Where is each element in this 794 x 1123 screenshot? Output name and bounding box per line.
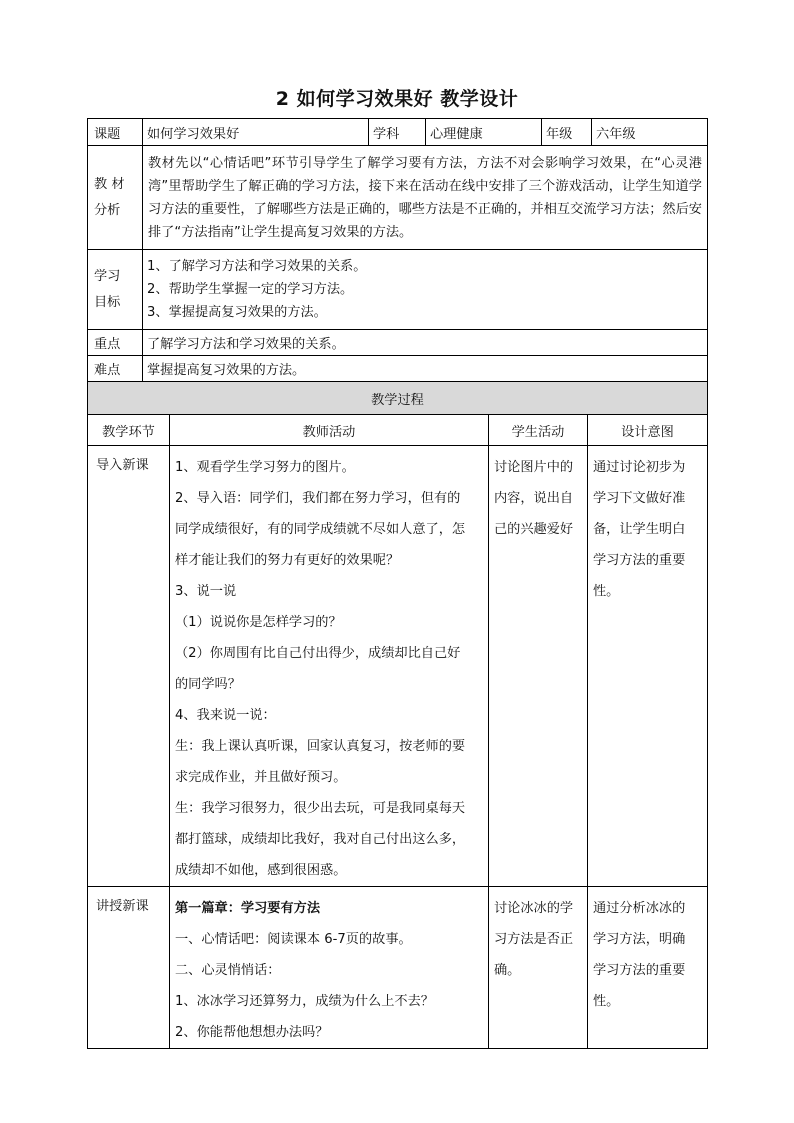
goal-item: 1、了解学习方法和学习效果的关系。 [147,259,367,274]
analysis-text: 教材先以“心情话吧”环节引导学生了解学习要有方法，方法不对会影响学习效果，在“心灵港湾”里帮助学生了解正确的学习方法，接下来在活动在线中安排了三个游戏活动，让学生知道学习方法的重要性，了解哪些方法是正确的，哪些方法是不正确的，并相互交流学习方法；然后安排了“方法指南”让学生提高复习效果的方法。 [143,146,708,250]
intent-line: 通过讨论初步为 [593,460,686,475]
analysis-row [88,146,708,250]
teacher-line: 二、心灵悄悄话： [175,963,281,978]
goal-item: 3、掌握提高复习效果的方法。 [147,305,327,320]
chapter-heading: 第一篇章：学习要有方法 [175,901,321,916]
topic-value: 如何学习效果好 [143,119,369,146]
document-title: 2 如何学习效果好 教学设计 [275,88,519,110]
key-point-label: 重点 [88,330,143,356]
goals-label-line: 学习 [94,268,121,284]
teacher-line: 3、说一说 [175,584,237,599]
intro-teacher-activity [170,446,489,887]
teacher-line: （2）你周围有比自己付出得少，成绩却比自己好 [175,646,461,661]
intro-stage-label: 导入新课 [88,446,170,887]
lesson-info-table [87,118,708,382]
teacher-line: 成绩却不如他，感到很困惑。 [175,863,347,878]
goals-row [88,250,708,330]
topic-row [88,119,708,146]
difficulty-row [88,356,708,382]
col-header-stage: 教学环节 [88,415,170,446]
intent-line: 学习方法的重要 [593,963,686,978]
student-line: 习方法是否正 [494,932,574,947]
teaching-process-table [87,381,708,1049]
intent-line: 备，让学生明白 [593,522,686,537]
col-header-teacher: 教师活动 [170,415,489,446]
teacher-line: 同学成绩很好，有的同学成绩就不尽如人意了，怎 [175,522,466,537]
student-line: 确。 [494,963,521,978]
teacher-line: 一、心情话吧：阅读课本 6-7页的故事。 [175,932,412,947]
teacher-line: 生：我学习很努力，很少出去玩，可是我同桌每天 [175,801,466,816]
key-point-value: 了解学习方法和学习效果的关系。 [143,330,708,356]
student-line: 内容，说出自 [494,491,574,506]
analysis-label-line: 分析 [94,202,121,218]
intro-student-activity [489,446,588,887]
grade-value: 六年级 [592,119,708,146]
student-line: 己的兴趣爱好 [494,522,574,537]
teacher-line: 2、导入语：同学们，我们都在努力学习，但有的 [175,491,461,506]
goal-item: 2、帮助学生掌握一定的学习方法。 [147,282,354,297]
teacher-line: （1）说说你是怎样学习的？ [175,615,342,630]
column-header-row [88,415,708,446]
teacher-line: 求完成作业，并且做好预习。 [175,770,347,785]
teacher-line: 都打篮球，成绩却比我好，我对自己付出这么多， [175,832,466,847]
teacher-line: 2、你能帮他想想办法吗？ [175,1025,329,1040]
teacher-line: 生：我上课认真听课，回家认真复习，按老师的要 [175,739,466,754]
teacher-line: 1、冰冰学习还算努力，成绩为什么上不去？ [175,994,434,1009]
col-header-student: 学生活动 [489,415,588,446]
lecture-design-intent [588,887,708,1049]
lecture-student-activity [489,887,588,1049]
analysis-label-line: 教 材 [94,176,125,192]
teacher-line: 4、我来说一说： [175,708,276,723]
intent-line: 学习下文做好准 [593,491,686,506]
analysis-label [88,146,143,250]
student-line: 讨论冰冰的学 [494,901,574,916]
goals-list [143,250,708,330]
goals-label [88,250,143,330]
difficulty-value: 掌握提高复习效果的方法。 [143,356,708,382]
subject-label: 学科 [369,119,426,146]
intro-design-intent [588,446,708,887]
process-header-row [88,382,708,415]
teacher-line: 1、观看学生学习努力的图片。 [175,460,355,475]
topic-label: 课题 [88,119,143,146]
grade-label: 年级 [542,119,592,146]
intent-line: 学习方法，明确 [593,932,686,947]
lecture-stage-label: 讲授新课 [88,887,170,1049]
difficulty-label: 难点 [88,356,143,382]
col-header-intent: 设计意图 [588,415,708,446]
intent-line: 性。 [593,994,620,1009]
student-line: 讨论图片中的 [494,460,574,475]
intent-line: 学习方法的重要 [593,553,686,568]
intro-row [88,446,708,887]
lecture-row [88,887,708,1049]
key-point-row [88,330,708,356]
intent-line: 通过分析冰冰的 [593,901,686,916]
process-header: 教学过程 [88,382,708,415]
teacher-line: 样才能让我们的努力有更好的效果呢？ [175,553,400,568]
goals-label-line: 目标 [94,294,121,310]
teacher-line: 的同学吗？ [175,677,241,692]
subject-value: 心理健康 [426,119,542,146]
lecture-teacher-activity [170,887,489,1049]
intent-line: 性。 [593,584,620,599]
